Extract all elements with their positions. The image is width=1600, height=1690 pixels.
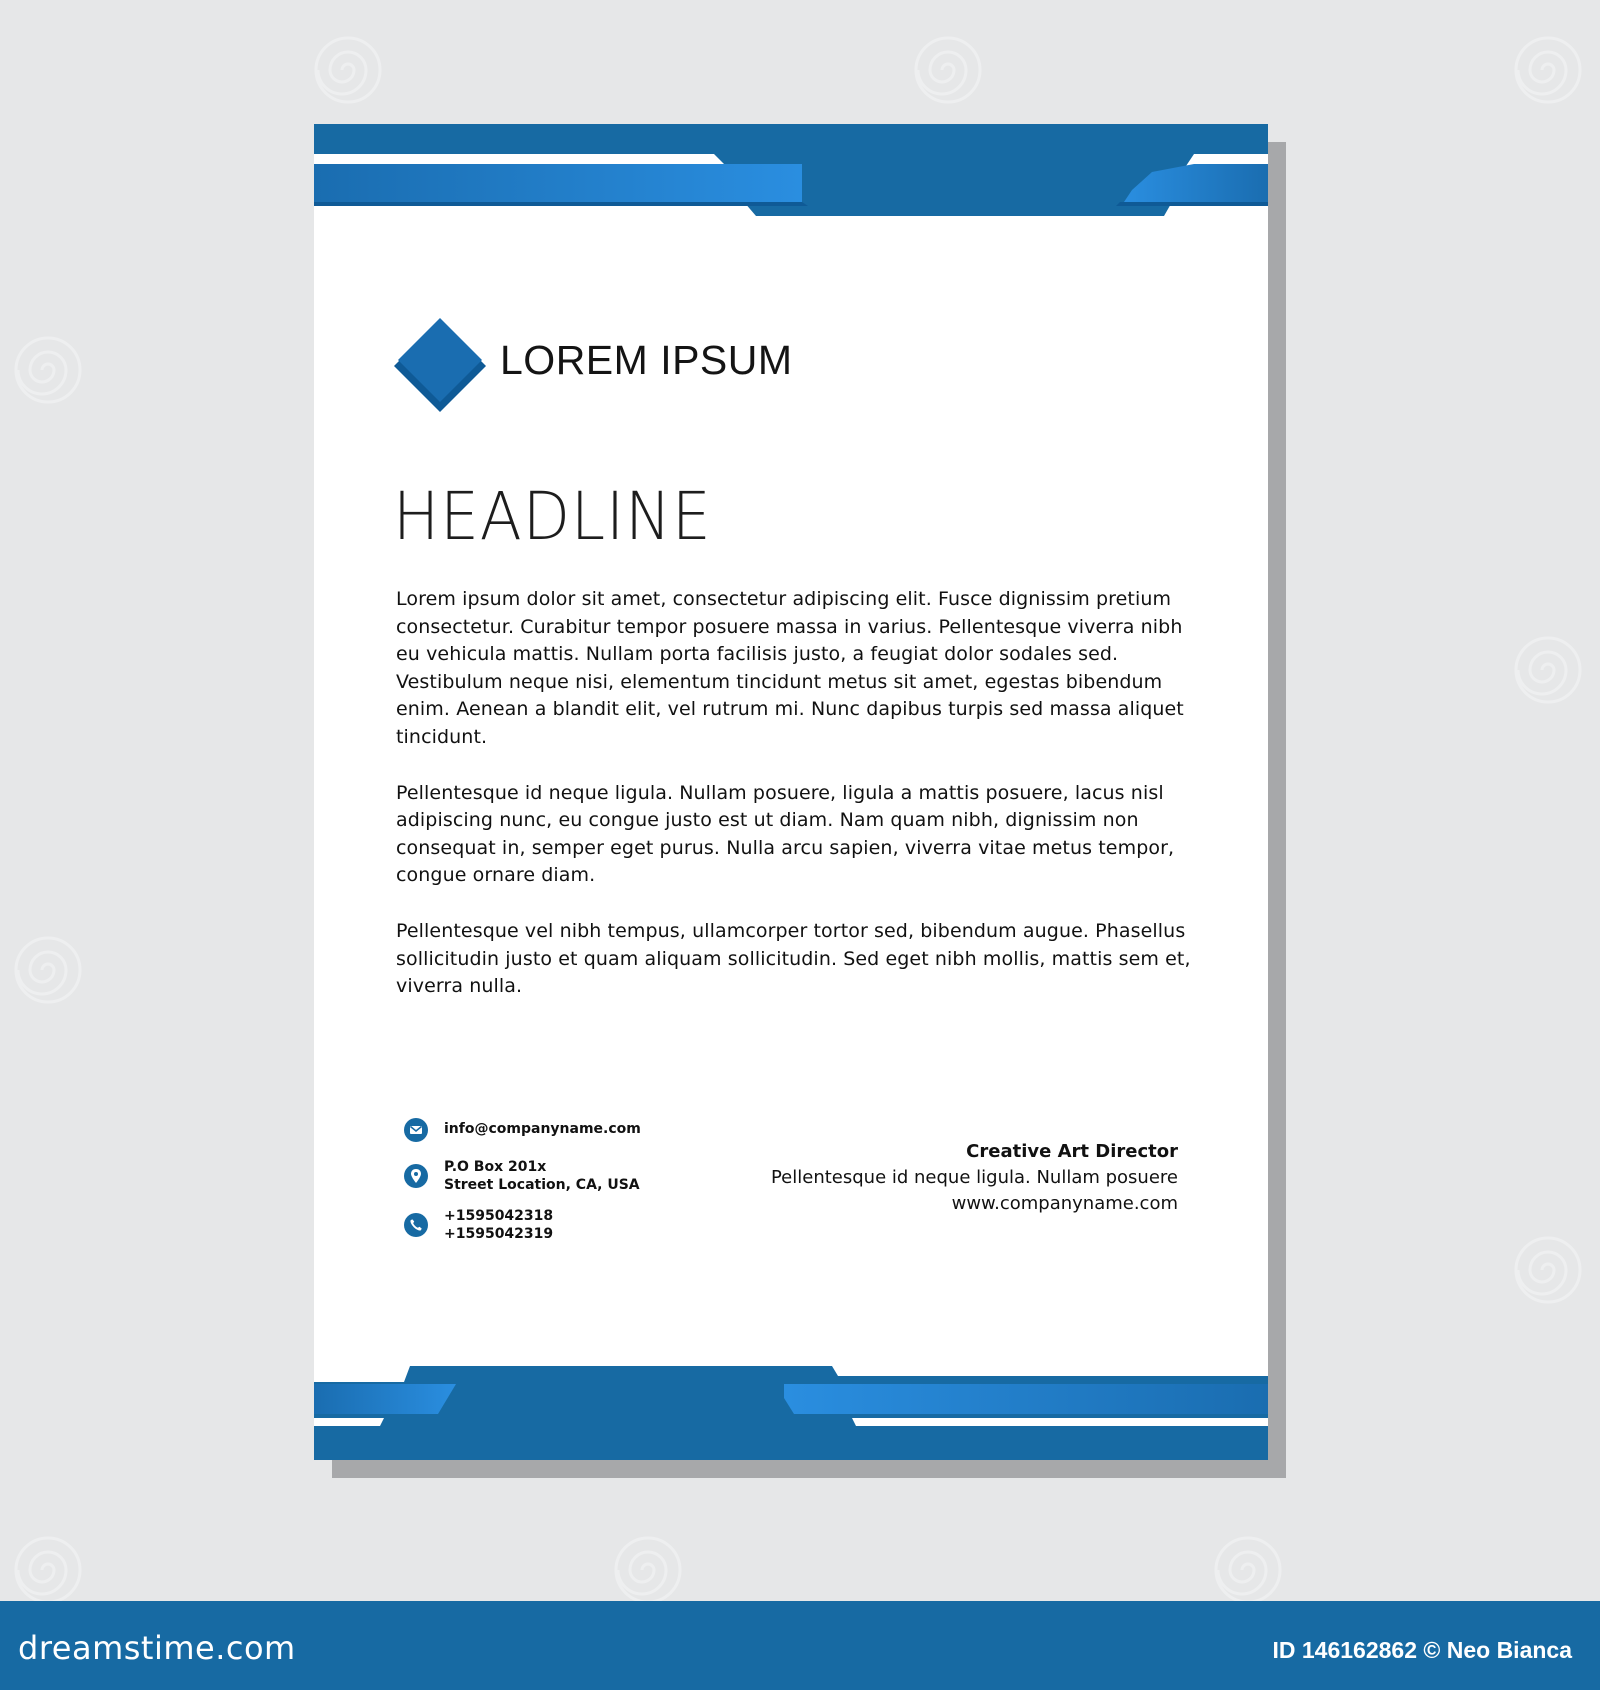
footer-band-bright-right xyxy=(784,1384,1268,1414)
contact-address-line1: P.O Box 201x xyxy=(444,1159,547,1175)
header-band-white-right xyxy=(1194,154,1268,164)
stock-footer-bar xyxy=(0,1601,1600,1690)
phone-icon xyxy=(404,1213,428,1237)
letterhead-sheet xyxy=(314,124,1268,1460)
watermark-swirl-icon xyxy=(13,335,83,405)
image-credit: ID 146162862 © Neo Bianca xyxy=(1272,1637,1572,1663)
footer-brand xyxy=(18,1629,296,1667)
body-paragraph: Pellentesque vel nibh tempus, ullamcorper tortor sed, bibendum augue. Phasellus sollicitudin justo et quam aliquam sollicitudin. Sed eget nibh mollis, mattis sem et, viverra nulla. xyxy=(396,919,1191,998)
signature-line: Pellentesque id neque ligula. Nullam posuere xyxy=(770,1167,1178,1188)
body-paragraph: Lorem ipsum dolor sit amet, consectetur adipiscing elit. Fusce dignissim pretium consectetur. Curabitur tempor posuere massa in varius. Pellentesque viverra nibh eu vehicula mattis. Nullam porta facilisis justo, a feugiat dolor sodales sed. Vestibulum neque nisi, elementum tincidunt metus sit amet, egestas bibendum enim. Aenean a blandit elit, vel rutrum mi. Nunc dapibus turpis sed massa aliquet tincidunt. xyxy=(396,588,1184,748)
watermark-swirl-icon xyxy=(13,935,83,1005)
location-pin-icon xyxy=(404,1164,428,1188)
footer-band-white-right xyxy=(852,1418,1268,1426)
watermark-swirl-icon xyxy=(1513,635,1583,705)
contact-phone1: +1595042318 xyxy=(444,1208,554,1224)
watermark-swirl-icon xyxy=(1513,35,1583,105)
watermark-swirl-icon xyxy=(13,1535,83,1605)
header-band-shade-right xyxy=(1116,202,1268,206)
watermark-swirl-icon xyxy=(1513,1235,1583,1305)
footer-band-bright-left xyxy=(314,1384,456,1414)
signature-title: Creative Art Director xyxy=(966,1141,1178,1162)
watermark-swirl-icon xyxy=(913,35,983,105)
body-copy xyxy=(396,586,1196,1029)
contact-address-line2: Street Location, CA, USA xyxy=(444,1177,640,1193)
header-band-shade-left xyxy=(314,202,808,206)
signature-website: www.companyname.com xyxy=(951,1193,1178,1214)
watermark-swirl-icon xyxy=(613,1535,683,1605)
signature-block xyxy=(771,1139,1178,1217)
body-paragraph: Pellentesque id neque ligula. Nullam posuere, ligula a mattis posuere, lacus nisl adipiscing nunc, eu congue justo est ut diam. Nam quam nibh, dignissim non consequat in, semper eget purus. Nulla arcu sapien, viverra vitae metus tempor, congue ornare diam. xyxy=(396,781,1175,887)
contact-phone2: +1595042319 xyxy=(444,1226,554,1242)
header-band-white-left xyxy=(314,154,718,164)
logo-diamond-icon xyxy=(392,316,494,418)
contact-email: info@companyname.com xyxy=(444,1121,641,1137)
footer-brand-suffix: .com xyxy=(215,1629,296,1667)
header-band xyxy=(314,124,1268,216)
watermark-swirl-icon xyxy=(1213,1535,1283,1605)
footer-band-base xyxy=(314,1430,1268,1460)
footer-band-white-left xyxy=(314,1418,384,1426)
logo-text: LOREM IPSUM xyxy=(500,337,793,383)
header-band-bright-left xyxy=(314,164,802,202)
mail-icon xyxy=(404,1118,428,1142)
footer-band xyxy=(314,1366,1268,1460)
watermark-swirl-icon xyxy=(313,35,383,105)
footer-brand-name: dreamstime xyxy=(18,1629,216,1667)
headline: HEADLINE xyxy=(393,478,712,555)
